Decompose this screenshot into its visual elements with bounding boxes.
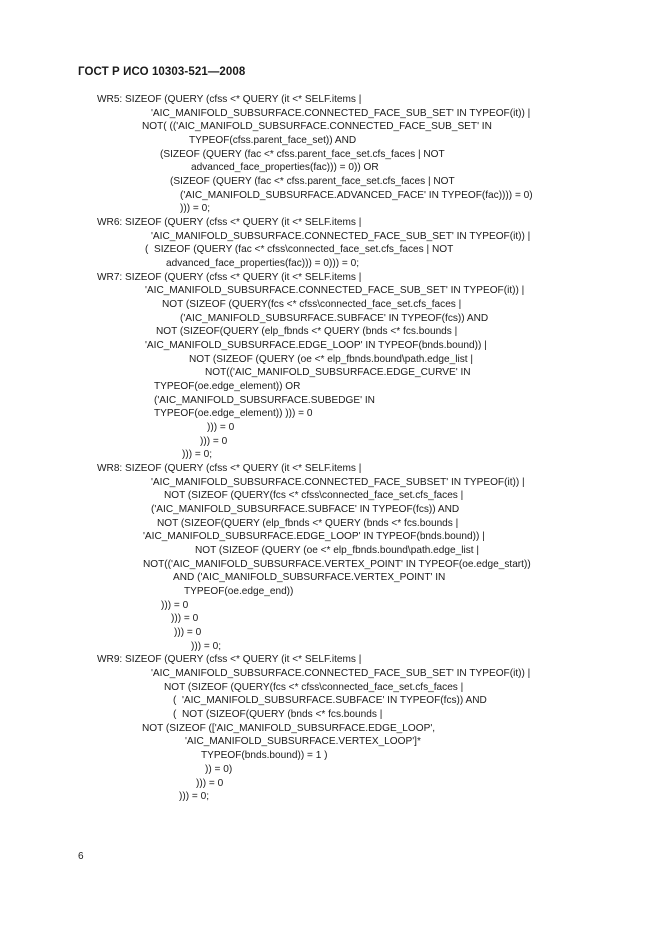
code-line: 'AIC_MANIFOLD_SUBSURFACE.EDGE_LOOP' IN TYPEOF(bnds.bound)) | (145, 340, 487, 352)
code-line: ))) = 0 (171, 613, 199, 625)
code-line: ( NOT (SIZEOF(QUERY (bnds <* fcs.bounds | (173, 709, 383, 721)
code-line: NOT(('AIC_MANIFOLD_SUBSURFACE.EDGE_CURVE' IN (205, 367, 471, 379)
code-line: 'AIC_MANIFOLD_SUBSURFACE.CONNECTED_FACE_SUBSET' IN TYPEOF(it)) | (151, 476, 525, 488)
code-line: ))) = 0 (196, 777, 224, 789)
code-line: 'AIC_MANIFOLD_SUBSURFACE.CONNECTED_FACE_SUB_SET' IN TYPEOF(it)) | (145, 285, 525, 297)
code-line: WR6: SIZEOF (QUERY (cfss <* QUERY (it <* SELF.items | (97, 217, 362, 229)
code-line: TYPEOF(bnds.bound)) = 1 ) (201, 750, 328, 762)
code-line: NOT(('AIC_MANIFOLD_SUBSURFACE.VERTEX_POINT' IN TYPEOF(oe.edge_start)) (143, 558, 531, 570)
code-line: 'AIC_MANIFOLD_SUBSURFACE.CONNECTED_FACE_SUB_SET' IN TYPEOF(it)) | (151, 668, 531, 680)
code-line: NOT (SIZEOF (QUERY(fcs <* cfss\connected_face_set.cfs_faces | (164, 681, 464, 693)
code-line: NOT (SIZEOF (QUERY(fcs <* cfss\connected_face_set.cfs_faces | (162, 299, 462, 311)
code-line: WR9: SIZEOF (QUERY (cfss <* QUERY (it <* SELF.items | (97, 654, 362, 666)
code-line: WR8: SIZEOF (QUERY (cfss <* QUERY (it <* SELF.items | (97, 463, 362, 475)
code-line: ('AIC_MANIFOLD_SUBSURFACE.SUBFACE' IN TYPEOF(fcs)) AND (151, 504, 460, 516)
code-line: 'AIC_MANIFOLD_SUBSURFACE.CONNECTED_FACE_SUB_SET' IN TYPEOF(it)) | (151, 107, 531, 119)
code-line: 'AIC_MANIFOLD_SUBSURFACE.VERTEX_LOOP']* (185, 736, 421, 748)
code-line: NOT (SIZEOF(QUERY (elp_fbnds <* QUERY (bnds <* fcs.bounds | (156, 326, 458, 338)
document-header: ГОСТ Р ИСО 10303-521—2008 (78, 66, 246, 78)
code-line: advanced_face_properties(fac))) = 0))) = 0; (166, 258, 359, 270)
code-line: TYPEOF(cfss.parent_face_set)) AND (189, 135, 357, 146)
code-line: (SIZEOF (QUERY (fac <* cfss.parent_face_set.cfs_faces | NOT (170, 176, 455, 188)
code-line: WR5: SIZEOF (QUERY (cfss <* QUERY (it <* SELF.items | (97, 94, 362, 105)
code-line: )) = 0) (205, 763, 233, 775)
code-line: ('AIC_MANIFOLD_SUBSURFACE.SUBFACE' IN TYPEOF(fcs)) AND (180, 312, 489, 324)
code-line: ( SIZEOF (QUERY (fac <* cfss\connected_face_set.cfs_faces | NOT (145, 244, 454, 256)
code-line: ))) = 0 (174, 627, 202, 639)
code-line: ('AIC_MANIFOLD_SUBSURFACE.ADVANCED_FACE' IN TYPEOF(fac)))) = 0) (180, 189, 533, 201)
code-line: 'AIC_MANIFOLD_SUBSURFACE.CONNECTED_FACE_SUB_SET' IN TYPEOF(it)) | (151, 230, 531, 242)
code-line: ))) = 0 (200, 435, 228, 447)
code-line: AND ('AIC_MANIFOLD_SUBSURFACE.VERTEX_POINT' IN (173, 572, 446, 584)
code-line: ( 'AIC_MANIFOLD_SUBSURFACE.SUBFACE' IN TYPEOF(fcs)) AND (173, 695, 487, 707)
code-line: ))) = 0; (191, 640, 222, 652)
code-line: (SIZEOF (QUERY (fac <* cfss.parent_face_set.cfs_faces | NOT (160, 148, 445, 160)
page-number: 6 (78, 851, 84, 862)
code-line: NOT (SIZEOF (QUERY (oe <* elp_fbnds.bound\path.edge_list | (195, 545, 479, 557)
code-line: TYPEOF(oe.edge_element)) ))) = 0 (154, 408, 313, 420)
code-line: NOT (SIZEOF (QUERY(fcs <* cfss\connected_face_set.cfs_faces | (164, 490, 464, 502)
code-line: ))) = 0; (179, 791, 210, 803)
code-line: NOT (SIZEOF(QUERY (elp_fbnds <* QUERY (bnds <* fcs.bounds | (157, 517, 459, 529)
code-line: WR7: SIZEOF (QUERY (cfss <* QUERY (it <* SELF.items | (97, 271, 362, 283)
code-line: 'AIC_MANIFOLD_SUBSURFACE.EDGE_LOOP' IN TYPEOF(bnds.bound)) | (143, 531, 485, 543)
code-line: ))) = 0 (207, 422, 235, 434)
code-line: NOT( (('AIC_MANIFOLD_SUBSURFACE.CONNECTED_FACE_SUB_SET' IN (142, 121, 492, 133)
code-line: ('AIC_MANIFOLD_SUBSURFACE.SUBEDGE' IN (154, 394, 375, 406)
code-line: advanced_face_properties(fac))) = 0)) OR (191, 162, 379, 174)
code-line: ))) = 0 (161, 599, 189, 611)
code-line: ))) = 0; (180, 203, 211, 215)
code-line: NOT (SIZEOF (['AIC_MANIFOLD_SUBSURFACE.EDGE_LOOP', (142, 722, 436, 734)
code-line: TYPEOF(oe.edge_element)) OR (154, 381, 301, 393)
code-line: TYPEOF(oe.edge_end)) (184, 586, 294, 598)
code-line: ))) = 0; (182, 449, 213, 461)
code-line: NOT (SIZEOF (QUERY (oe <* elp_fbnds.bound\path.edge_list | (189, 353, 473, 365)
